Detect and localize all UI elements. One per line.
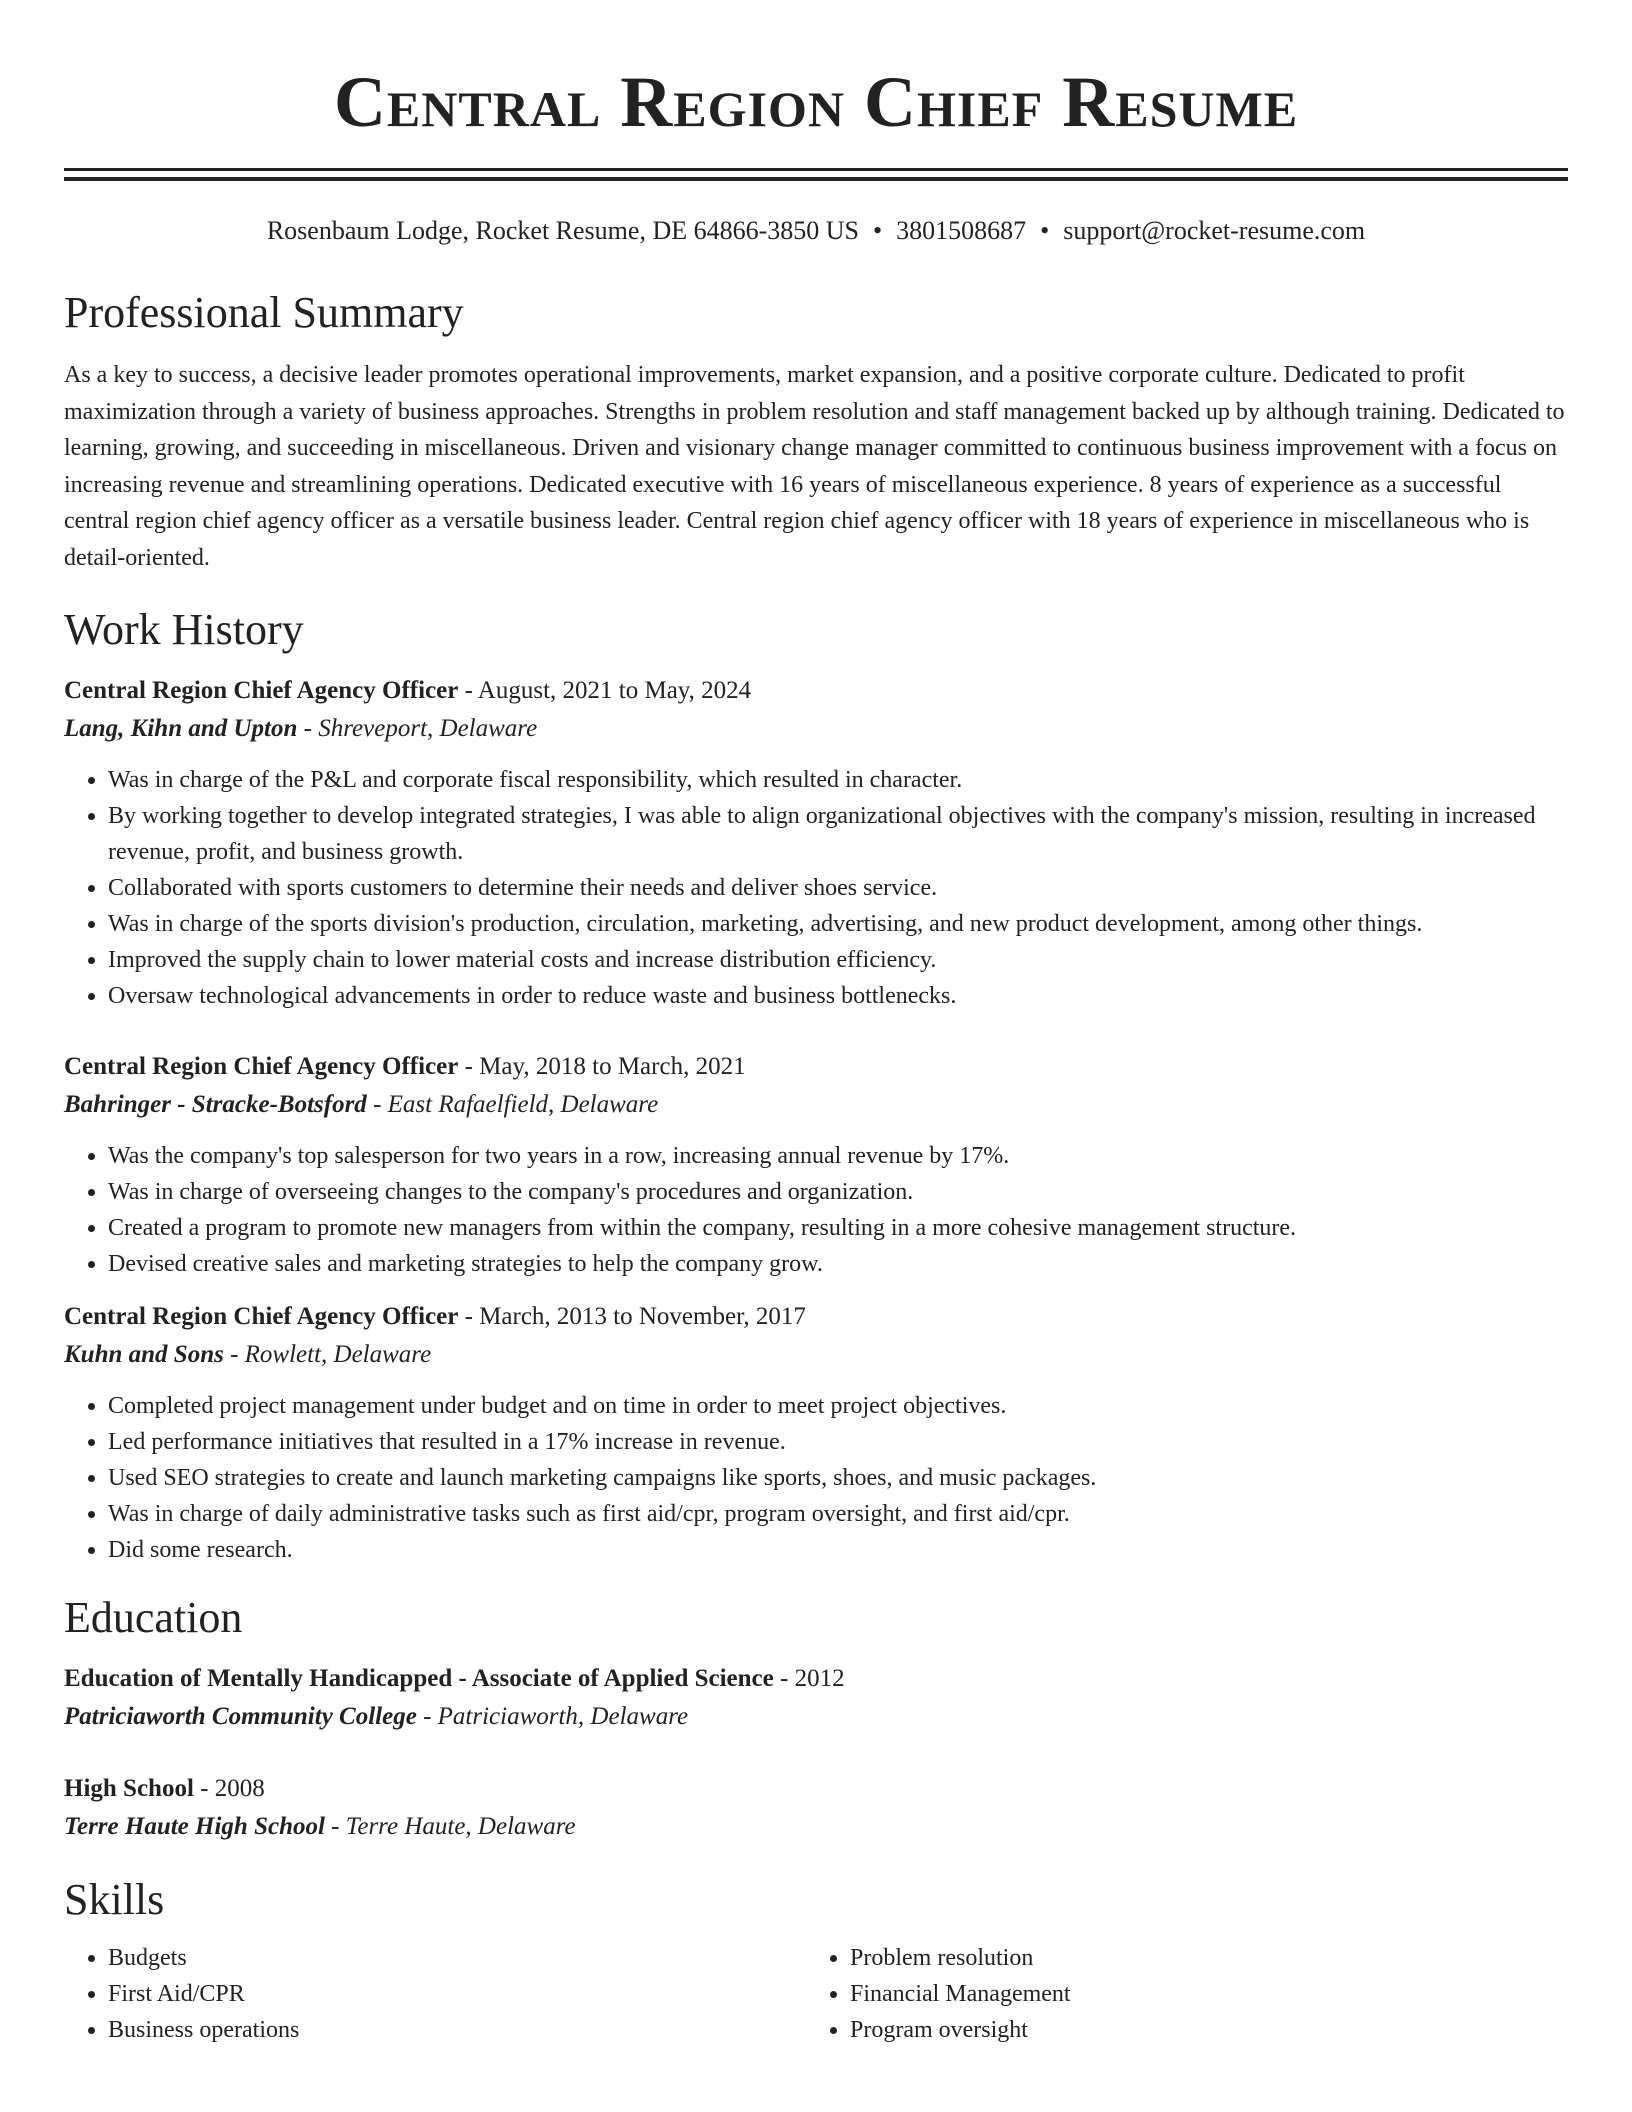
- job-dates: - August, 2021 to May, 2024: [458, 677, 752, 704]
- skills-heading: Skills: [64, 1875, 165, 1924]
- title-rule-bottom: [64, 177, 1568, 181]
- degree-line: [64, 1770, 1568, 1808]
- job-bullet: • Did some research.: [108, 1532, 1568, 1568]
- skill-item: • Program oversight: [850, 2012, 1548, 2048]
- skills-columns: [64, 1940, 1568, 2048]
- job-bullet: • Oversaw technological advancements in order to reduce waste and business bottlenecks.: [108, 978, 1568, 1014]
- job-bullet: • Was the company's top salesperson for two years in a row, increasing annual revenue by 17%.: [108, 1138, 1568, 1174]
- job-bullet: • By working together to develop integrated strategies, I was able to align organizational objectives with the company's mission, resulting in increased revenue, profit, and business growth.: [108, 798, 1568, 870]
- contact-email: support@rocket-resume.com: [1063, 216, 1366, 245]
- job-dates: - May, 2018 to March, 2021: [458, 1053, 746, 1080]
- job-bullet: • Used SEO strategies to create and launch marketing campaigns like sports, shoes, and music packages.: [108, 1460, 1568, 1496]
- job-title-line: [64, 672, 1568, 710]
- job-bullet: • Was in charge of the sports division's production, circulation, marketing, advertising, and new product development, among other things.: [108, 906, 1568, 942]
- contact-address: Rosenbaum Lodge, Rocket Resume, DE 64866-3850 US: [266, 216, 859, 245]
- education-section: [64, 1592, 1568, 1846]
- job-title: Central Region Chief Agency Officer: [64, 1053, 459, 1080]
- skill-item: • Business operations: [108, 2012, 806, 2048]
- contact-separator: •: [1040, 216, 1050, 245]
- job-title-line: [64, 1298, 1568, 1336]
- contact-separator: •: [873, 216, 883, 245]
- job-location: - Shreveport, Delaware: [297, 715, 538, 742]
- job-bullet: • Devised creative sales and marketing strategies to help the company grow.: [108, 1246, 1568, 1282]
- job-bullet: • Was in charge of daily administrative tasks such as first aid/cpr, program oversight, and first aid/cpr.: [108, 1496, 1568, 1532]
- education-heading: Education: [64, 1593, 243, 1642]
- job-dates: - March, 2013 to November, 2017: [458, 1303, 806, 1330]
- skills-right-column: [806, 1940, 1548, 2048]
- job-title-line: [64, 1048, 1568, 1086]
- job-bullet: • Was in charge of overseeing changes to the company's procedures and organization.: [108, 1174, 1568, 1210]
- job-bullet: • Collaborated with sports customers to determine their needs and deliver shoes service.: [108, 870, 1568, 906]
- education-entry: [64, 1770, 1568, 1846]
- school: Terre Haute High School: [64, 1813, 325, 1840]
- resume-page: [64, 0, 1568, 2048]
- graduation-year: - 2008: [193, 1775, 265, 1802]
- job-title: Central Region Chief Agency Officer: [64, 677, 459, 704]
- school-line: [64, 1698, 1568, 1736]
- contact-line: [64, 215, 1568, 247]
- education-entry: [64, 1660, 1568, 1736]
- job-location: - Rowlett, Delaware: [223, 1341, 432, 1368]
- job-entry: [64, 1048, 1568, 1282]
- degree: High School: [64, 1775, 194, 1802]
- title-rule-top: [64, 168, 1568, 171]
- job-company: Lang, Kihn and Upton: [64, 715, 298, 742]
- job-org-line: [64, 1336, 1568, 1374]
- summary-text: As a key to success, a decisive leader promotes operational improvements, market expansion, and a positive corporate culture. Dedicated to profit maximization through a variety of business approaches. Strengths in problem resolution and staff management backed up by although training. Dedicated to learning, growing, and succeeding in miscellaneous. Driven and visionary change manager committed to continuous business improvement with a focus on increasing revenue and streamlining operations. Dedicated executive with 16 years of miscellaneous experience. 8 years of experience as a successful central region chief agency officer as a versatile business leader. Central region chief agency officer with 18 years of experience in miscellaneous who is detail-oriented.: [64, 362, 1565, 571]
- job-entry: [64, 672, 1568, 1014]
- resume-title: Central Region Chief Resume: [333, 62, 1299, 142]
- job-bullet: • Created a program to promote new managers from within the company, resulting in a more cohesive management structure.: [108, 1210, 1568, 1246]
- job-bullets: [64, 1138, 1568, 1282]
- degree-line: [64, 1660, 1568, 1698]
- job-entry: [64, 1298, 1568, 1568]
- job-title: Central Region Chief Agency Officer: [64, 1303, 459, 1330]
- job-bullet: • Completed project management under budget and on time in order to meet project objectives.: [108, 1388, 1568, 1424]
- job-company: Bahringer - Stracke-Botsford: [64, 1091, 367, 1118]
- summary-heading: Professional Summary: [64, 288, 464, 337]
- job-org-line: [64, 1086, 1568, 1124]
- summary-section: [64, 287, 1568, 576]
- skill-item: • Budgets: [108, 1940, 806, 1976]
- graduation-year: - 2012: [773, 1665, 845, 1692]
- contact-phone: 3801508687: [896, 216, 1027, 245]
- job-company: Kuhn and Sons: [64, 1341, 224, 1368]
- work-history-section: [64, 604, 1568, 1568]
- job-bullet: • Was in charge of the P&L and corporate fiscal responsibility, which resulted in character.: [108, 762, 1568, 798]
- job-location: - East Rafaelfield, Delaware: [366, 1091, 659, 1118]
- work-history-heading: Work History: [64, 605, 304, 654]
- school-location: - Terre Haute, Delaware: [324, 1813, 576, 1840]
- job-bullet: • Led performance initiatives that resulted in a 17% increase in revenue.: [108, 1424, 1568, 1460]
- job-bullets: [64, 762, 1568, 1014]
- school-line: [64, 1808, 1568, 1846]
- school-location: - Patriciaworth, Delaware: [416, 1703, 689, 1730]
- skill-item: • Financial Management: [850, 1976, 1548, 2012]
- job-org-line: [64, 710, 1568, 748]
- skills-section: [64, 1874, 1568, 2048]
- job-bullet: • Improved the supply chain to lower material costs and increase distribution efficiency.: [108, 942, 1568, 978]
- school: Patriciaworth Community College: [64, 1703, 417, 1730]
- degree: Education of Mentally Handicapped - Associate of Applied Science: [64, 1665, 774, 1692]
- skill-item: • Problem resolution: [850, 1940, 1548, 1976]
- job-bullets: [64, 1388, 1568, 1568]
- skill-item: • First Aid/CPR: [108, 1976, 806, 2012]
- skills-left-column: [64, 1940, 806, 2048]
